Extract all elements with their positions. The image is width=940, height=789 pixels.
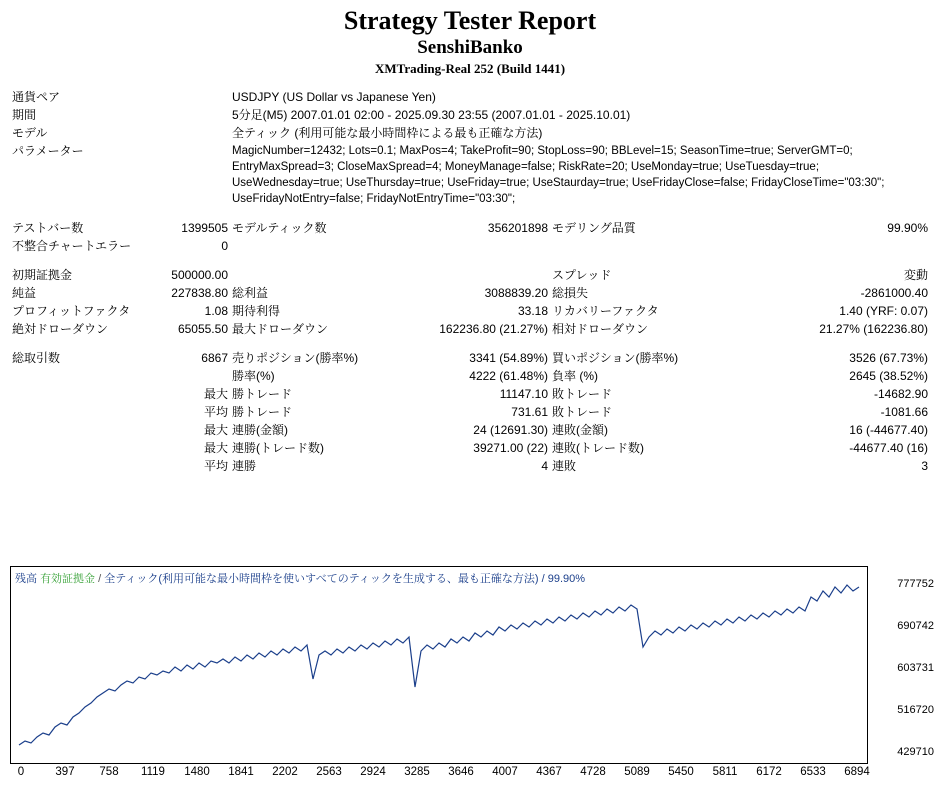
chart-y-axis [874, 566, 934, 764]
shortpos-label: 売りポジション(勝率%) [232, 351, 359, 365]
x-tick-19: 6894 [844, 766, 870, 778]
y-tick-3: 516720 [897, 704, 934, 716]
quality-value: 99.90% [887, 221, 928, 235]
avg-label-1: 平均 [203, 405, 228, 419]
x-tick-17: 6172 [756, 766, 782, 778]
absdd-label: 絶対ドローダウン [12, 322, 109, 336]
max-consecwin-amount-label: 連勝(金額) [232, 423, 288, 437]
ticks-label: モデルティック数 [232, 221, 327, 235]
model-label: モデル [12, 126, 48, 140]
spread-value: 変動 [903, 268, 928, 282]
profitfactor-value: 1.08 [204, 304, 228, 318]
ea-name: SenshiBanko [417, 37, 523, 58]
absdd-value: 65055.50 [177, 322, 228, 336]
y-tick-2: 603731 [897, 662, 934, 674]
bars-value: 1399505 [181, 221, 228, 235]
x-tick-2: 758 [99, 766, 119, 778]
spread-label: スプレッド [552, 268, 612, 282]
row-profitfactor [10, 302, 930, 320]
max-label-1: 最大 [203, 387, 228, 401]
y-tick-1: 690742 [897, 620, 934, 632]
netprofit-value: 227838.80 [171, 286, 228, 300]
y-tick-4: 429710 [897, 746, 934, 758]
longpos-value: 3526 (67.73%) [849, 351, 928, 365]
row-model [10, 124, 930, 142]
x-tick-10: 3646 [448, 766, 474, 778]
max-losstrade-label: 敗トレード [552, 387, 613, 401]
broker-build: XMTrading-Real 252 (Build 1441) [374, 61, 566, 76]
row-deposit [10, 266, 930, 284]
totaltrades-value: 6867 [201, 351, 228, 365]
max-consecloss-trades-value: -44677.40 (16) [849, 441, 928, 455]
x-tick-7: 2563 [316, 766, 342, 778]
mismatch-label: 不整合チャートエラー [12, 239, 132, 253]
period-label: 期間 [12, 108, 37, 122]
grossloss-value: -2861000.40 [860, 286, 928, 300]
legend-equity: 有効証拠金 [40, 573, 96, 585]
winrate-label: 勝率(%) [232, 369, 275, 383]
deposit-label: 初期証拠金 [12, 268, 73, 282]
x-tick-3: 1119 [141, 766, 165, 778]
row-bars [10, 219, 930, 237]
reldd-label: 相対ドローダウン [552, 322, 649, 336]
winrate-value: 4222 (61.48%) [469, 369, 548, 383]
row-drawdown [10, 320, 930, 338]
avg-consecloss-label: 連敗 [552, 459, 577, 473]
netprofit-label: 純益 [12, 286, 37, 300]
max-label-3: 最大 [203, 441, 228, 455]
avg-losstrade-value: -1081.66 [880, 405, 928, 419]
report-table [10, 88, 930, 475]
x-tick-8: 2924 [360, 766, 386, 778]
legend-model: 全ティック(利用可能な最小時間枠を使いすべてのティックを生成する、最も正確な方法) [104, 573, 539, 585]
maxdd-value: 162236.80 (21.27%) [439, 322, 548, 336]
period-value: 5分足(M5) 2007.01.01 02:00 - 2025.09.30 23:55 (2007.01.01 - 2025.10.01) [232, 108, 631, 122]
x-tick-11: 4007 [492, 766, 518, 778]
params-value: MagicNumber=12432; Lots=0.1; MaxPos=4; TakeProfit=90; StopLoss=90; BBLevel=15; SeasonTime=true; ServerGMT=0; EntryMaxSpread=3; CloseMaxSpread=4; MoneyManage=false; RiskRate=20; UseMonday=true; UseTuesday=true; UseWednesday=true; UseThursday=true; UseFriday=true; UseStaurday=true; UseFridayClose=false; FridayCloseTime="03:30"; UseFridayNotEntry=false; FridayNotEntryTime="03:30"; [232, 145, 885, 205]
longpos-label: 買いポジション(勝率%) [552, 351, 679, 365]
params-label: パラメーター [12, 144, 84, 158]
lossrate-value: 2645 (38.52%) [849, 369, 928, 383]
row-netprofit [10, 284, 930, 302]
avg-losstrade-label: 敗トレード [552, 405, 613, 419]
grossloss-label: 総損失 [552, 286, 589, 300]
max-consecloss-trades-label: 連敗(トレード数) [552, 441, 644, 455]
legend-separator: / [98, 573, 102, 585]
x-tick-12: 4367 [536, 766, 562, 778]
x-tick-0: 0 [17, 766, 25, 778]
max-wintrade-value: 11147.10 [499, 387, 548, 401]
row-max-wintrade [10, 385, 930, 403]
x-tick-13: 4728 [580, 766, 606, 778]
profitfactor-label: プロフィットファクタ [12, 304, 131, 318]
avg-wintrade-value: 731.61 [511, 405, 548, 419]
chart-x-axis [10, 766, 868, 784]
max-wintrade-label: 勝トレード [232, 387, 293, 401]
symbol-label: 通貨ペア [12, 90, 61, 104]
row-max-consec-trades [10, 439, 930, 457]
symbol-value: USDJPY (US Dollar vs Japanese Yen) [232, 90, 436, 104]
x-tick-4: 1480 [184, 766, 210, 778]
balance-curve [11, 567, 867, 763]
x-tick-15: 5450 [668, 766, 694, 778]
row-avg-wintrade [10, 403, 930, 421]
legend-balance: 残高 [15, 573, 37, 585]
legend-quality: / 99.90% [541, 573, 586, 585]
grossprofit-label: 総利益 [232, 286, 269, 300]
max-consecloss-amount-value: 16 (-44677.40) [849, 423, 928, 437]
row-avg-consec [10, 457, 930, 475]
maxdd-label: 最大ドローダウン [232, 322, 329, 336]
recovery-label: リカバリーファクタ [552, 304, 659, 318]
chart-legend [15, 570, 585, 586]
avg-wintrade-label: 勝トレード [232, 405, 293, 419]
row-winrate [10, 367, 930, 385]
x-tick-16: 5811 [712, 766, 738, 778]
totaltrades-label: 総取引数 [12, 351, 61, 365]
x-tick-9: 3285 [404, 766, 430, 778]
max-losstrade-value: -14682.90 [873, 387, 928, 401]
row-totaltrades [10, 349, 930, 367]
row-symbol [10, 88, 930, 106]
recovery-value: 1.40 (YRF: 0.07) [839, 304, 928, 318]
max-consecwin-trades-label: 連勝(トレード数) [232, 441, 324, 455]
ticks-value: 356201898 [487, 221, 548, 235]
lossrate-label: 負率 (%) [552, 369, 598, 383]
row-mismatch [10, 237, 930, 255]
x-tick-5: 1841 [228, 766, 254, 778]
reldd-value: 21.27% (162236.80) [819, 322, 928, 336]
quality-label: モデリング品質 [552, 221, 636, 235]
x-tick-14: 5089 [624, 766, 650, 778]
avg-label-2: 平均 [203, 459, 228, 473]
max-consecwin-trades-value: 39271.00 (22) [473, 441, 548, 455]
x-tick-6: 2202 [272, 766, 298, 778]
chart-plot-area [10, 566, 868, 764]
y-tick-0: 777752 [897, 578, 934, 590]
avg-consecwin-value: 4 [541, 459, 548, 473]
page-title: Strategy Tester Report [343, 6, 597, 35]
row-max-consec-amount [10, 421, 930, 439]
x-tick-18: 6533 [800, 766, 826, 778]
grossprofit-value: 3088839.20 [484, 286, 548, 300]
expected-label: 期待利得 [232, 304, 281, 318]
mismatch-value: 0 [221, 239, 228, 253]
max-label-2: 最大 [203, 423, 228, 437]
deposit-value: 500000.00 [171, 268, 228, 282]
bars-label: テストバー数 [12, 221, 84, 235]
row-period [10, 106, 930, 124]
avg-consecwin-label: 連勝 [232, 459, 257, 473]
expected-value: 33.18 [517, 304, 548, 318]
shortpos-value: 3341 (54.89%) [469, 351, 548, 365]
max-consecwin-amount-value: 24 (12691.30) [473, 423, 548, 437]
model-value: 全ティック (利用可能な最小時間枠による最も正確な方法) [232, 126, 543, 140]
avg-consecloss-value: 3 [921, 459, 928, 473]
x-tick-1: 397 [55, 766, 75, 778]
equity-chart [10, 566, 934, 786]
row-params [10, 142, 930, 208]
max-consecloss-amount-label: 連敗(金額) [552, 423, 608, 437]
